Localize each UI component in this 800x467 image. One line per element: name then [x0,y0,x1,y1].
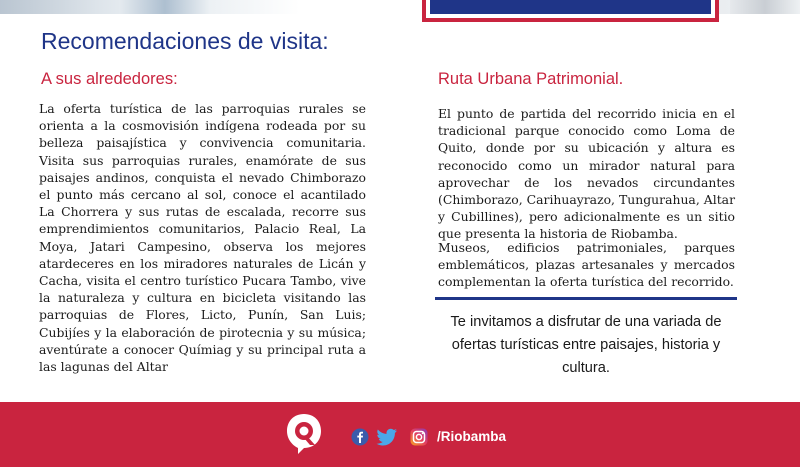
footer-bar [0,402,800,467]
twitter-icon[interactable] [376,428,398,446]
riobamba-logo-icon[interactable] [285,412,323,456]
right-section-body-1: El punto de partida del recorrido inicia en el tradicional parque conocido como Loma de Quito, donde por su ubicación y altura es reconocido como un mirador natural para aprovechar de los nevados circundantes (Chimborazo, Carihuayrazo, Tungurahua, Altar y Cubillines), pero adicionalmente es un sitio que presenta la historia de Riobamba. [438,106,735,242]
invitation-text: Te invitamos a disfrutar de una variada de ofertas turísticas entre paisajes, historia y cultura. [450,314,722,376]
top-photo-right [730,0,800,14]
left-section-body: La oferta turística de las parroquias rurales se orienta a la cosmovisión indígena rodeada por su belleza paisajística y convivencia comunitaria. Visita sus parroquias rurales, enamórate de sus paisajes andinos, conquista el nevado Chimborazo el punto más cercano al sol, conoce el acantilado La Chorrera y sus rutas de escalada, recorre sus emprendimientos comunitarios, Palacio Real, La Moya, Jatari Campesino, observa los mejores atardeceres en los miradores naturales de Licán y Cacha, visita el centro turístico Pucara Tambo, vive la naturaleza y cultura en bicicleta visitando las parroquias de Flores, Licto, Punín, San Luis; Cubijíes y la elaboración de pirotecnia y su música; aventúrate a conocer Químiag y su principal ruta a las lagunas del Altar [39,101,366,375]
left-section-heading: A sus alrededores: [41,70,178,88]
instagram-icon[interactable] [410,428,428,446]
header-box-fill [430,0,711,14]
right-section-body-2: Museos, edificios patrimoniales, parques emblemáticos, plazas artesanales y mercados complementan la oferta turística del recorrido. [438,240,735,290]
header-box [422,0,719,22]
page-title: Recomendaciones de visita: [41,28,329,54]
social-handle[interactable]: /Riobamba [437,429,507,444]
right-section-heading: Ruta Urbana Patrimonial. [438,70,624,88]
facebook-icon[interactable] [351,428,369,446]
section-divider [435,297,737,300]
top-photo-left [0,0,300,14]
